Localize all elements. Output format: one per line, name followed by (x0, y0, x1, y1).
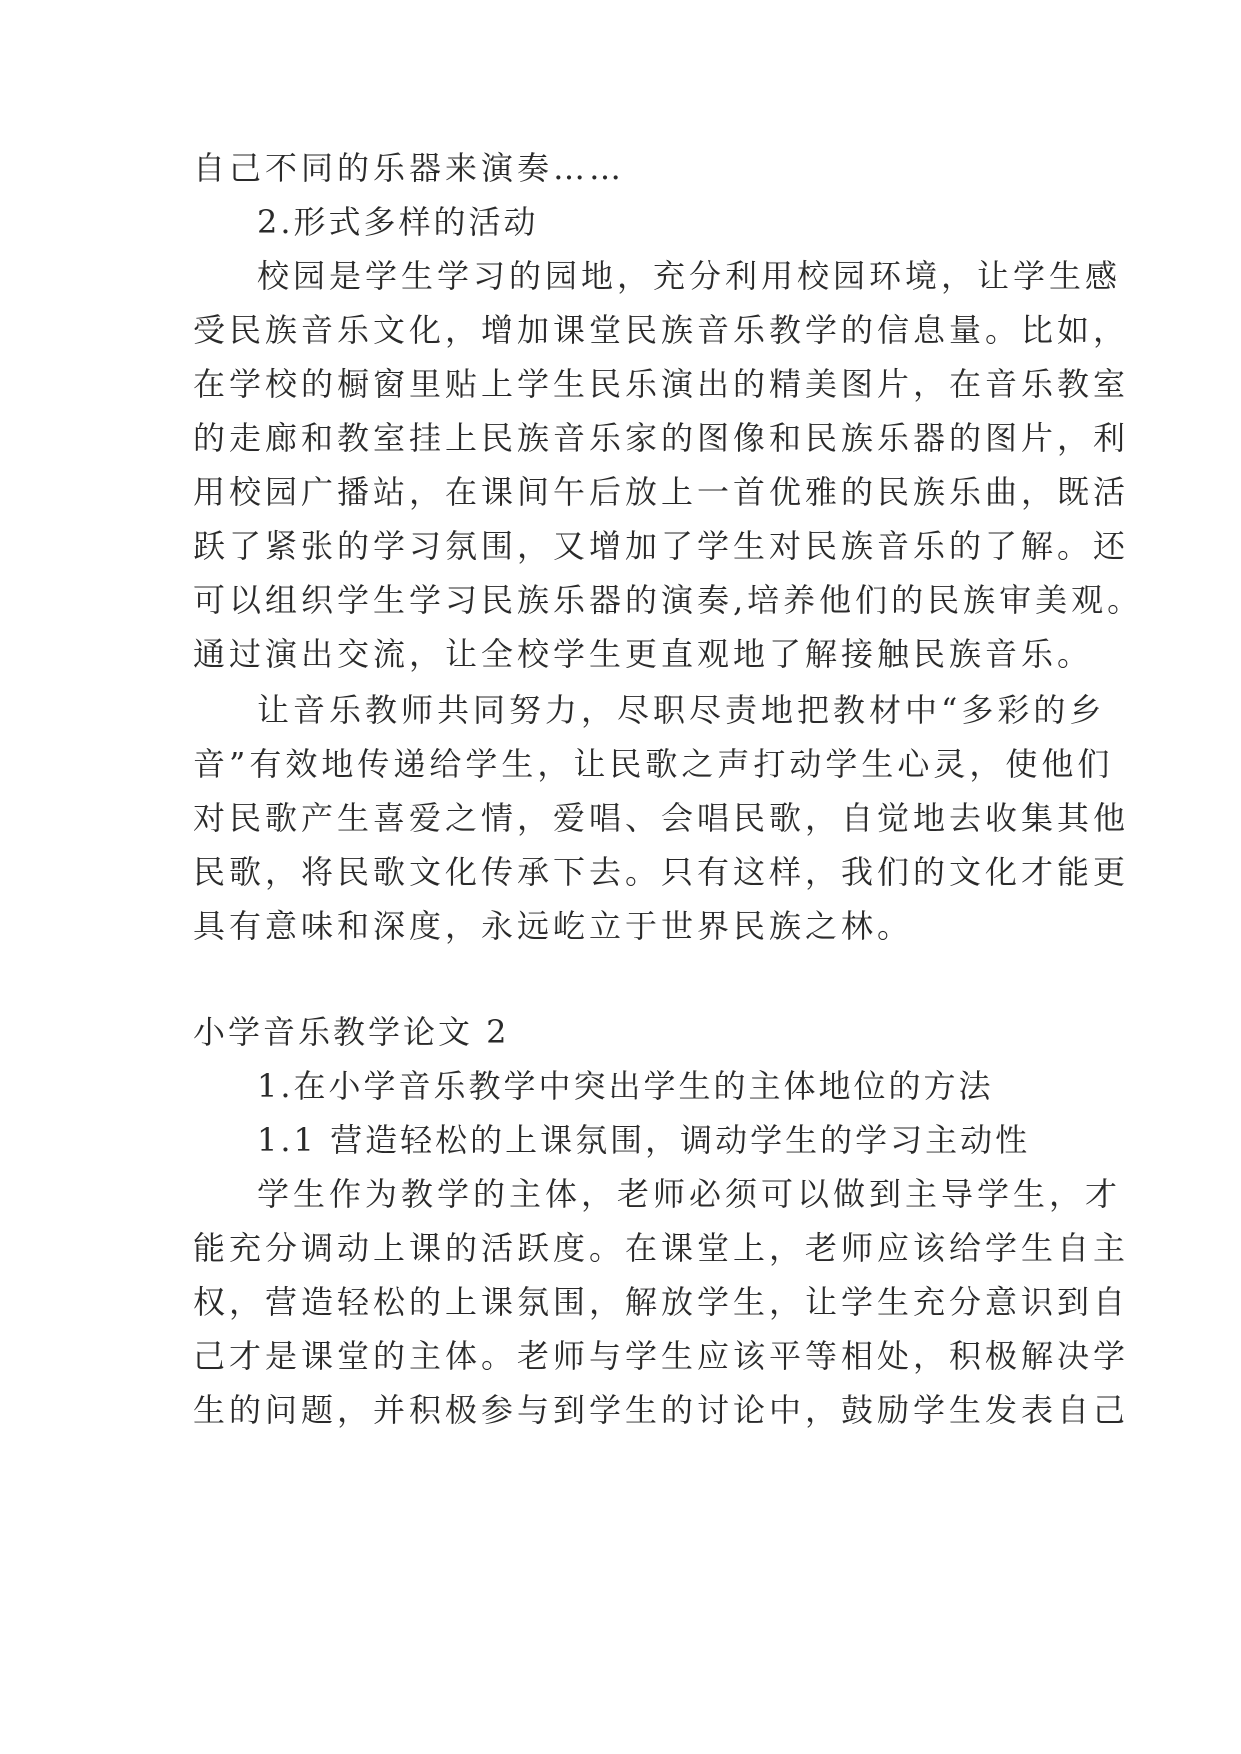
text-line: 在学校的橱窗里贴上学生民乐演出的精美图片，在音乐教室 (193, 365, 1130, 403)
text-line: 学生作为教学的主体，老师必须可以做到主导学生，才 (257, 1175, 1122, 1213)
text-line: 音”有效地传递给学生，让民歌之声打动学生心灵，使他们 (193, 745, 1114, 783)
section-title: 小学音乐教学论文 2 (193, 1013, 510, 1051)
text-line: 跃了紧张的学习氛围，又增加了学生对民族音乐的了解。还 (193, 527, 1130, 565)
text-line: 民歌，将民歌文化传承下去。只有这样，我们的文化才能更 (193, 853, 1130, 891)
text-line: 具有意味和深度，永远屹立于世界民族之林。 (193, 907, 914, 945)
text-line: 权，营造轻松的上课氛围，解放学生，让学生充分意识到自 (193, 1283, 1130, 1321)
text-line: 的走廊和教室挂上民族音乐家的图像和民族乐器的图片，利 (193, 419, 1130, 457)
subheading-activities: 2.形式多样的活动 (257, 203, 539, 241)
text-line: 可以组织学生学习民族乐器的演奏,培养他们的民族审美观。 (193, 581, 1144, 619)
text-line: 对民歌产生喜爱之情，爱唱、会唱民歌，自觉地去收集其他 (193, 799, 1130, 837)
heading-level-2: 1.1 营造轻松的上课氛围，调动学生的学习主动性 (257, 1121, 1031, 1159)
text-line: 己才是课堂的主体。老师与学生应该平等相处，积极解决学 (193, 1337, 1130, 1375)
heading-level-1: 1.在小学音乐教学中突出学生的主体地位的方法 (257, 1067, 994, 1105)
text-line: 通过演出交流，让全校学生更直观地了解接触民族音乐。 (193, 635, 1094, 673)
text-line: 生的问题，并积极参与到学生的讨论中，鼓励学生发表自己 (193, 1391, 1130, 1429)
text-line: 用校园广播站，在课间午后放上一首优雅的民族乐曲，既活 (193, 473, 1130, 511)
paragraph-continuation: 自己不同的乐器来演奏…… (193, 149, 626, 187)
text-line: 让音乐教师共同努力，尽职尽责地把教材中“多彩的乡 (257, 691, 1106, 729)
text-line: 校园是学生学习的园地，充分利用校园环境，让学生感 (257, 257, 1122, 295)
text-line: 受民族音乐文化，增加课堂民族音乐教学的信息量。比如， (193, 311, 1130, 349)
text-line: 能充分调动上课的活跃度。在课堂上，老师应该给学生自主 (193, 1229, 1130, 1267)
